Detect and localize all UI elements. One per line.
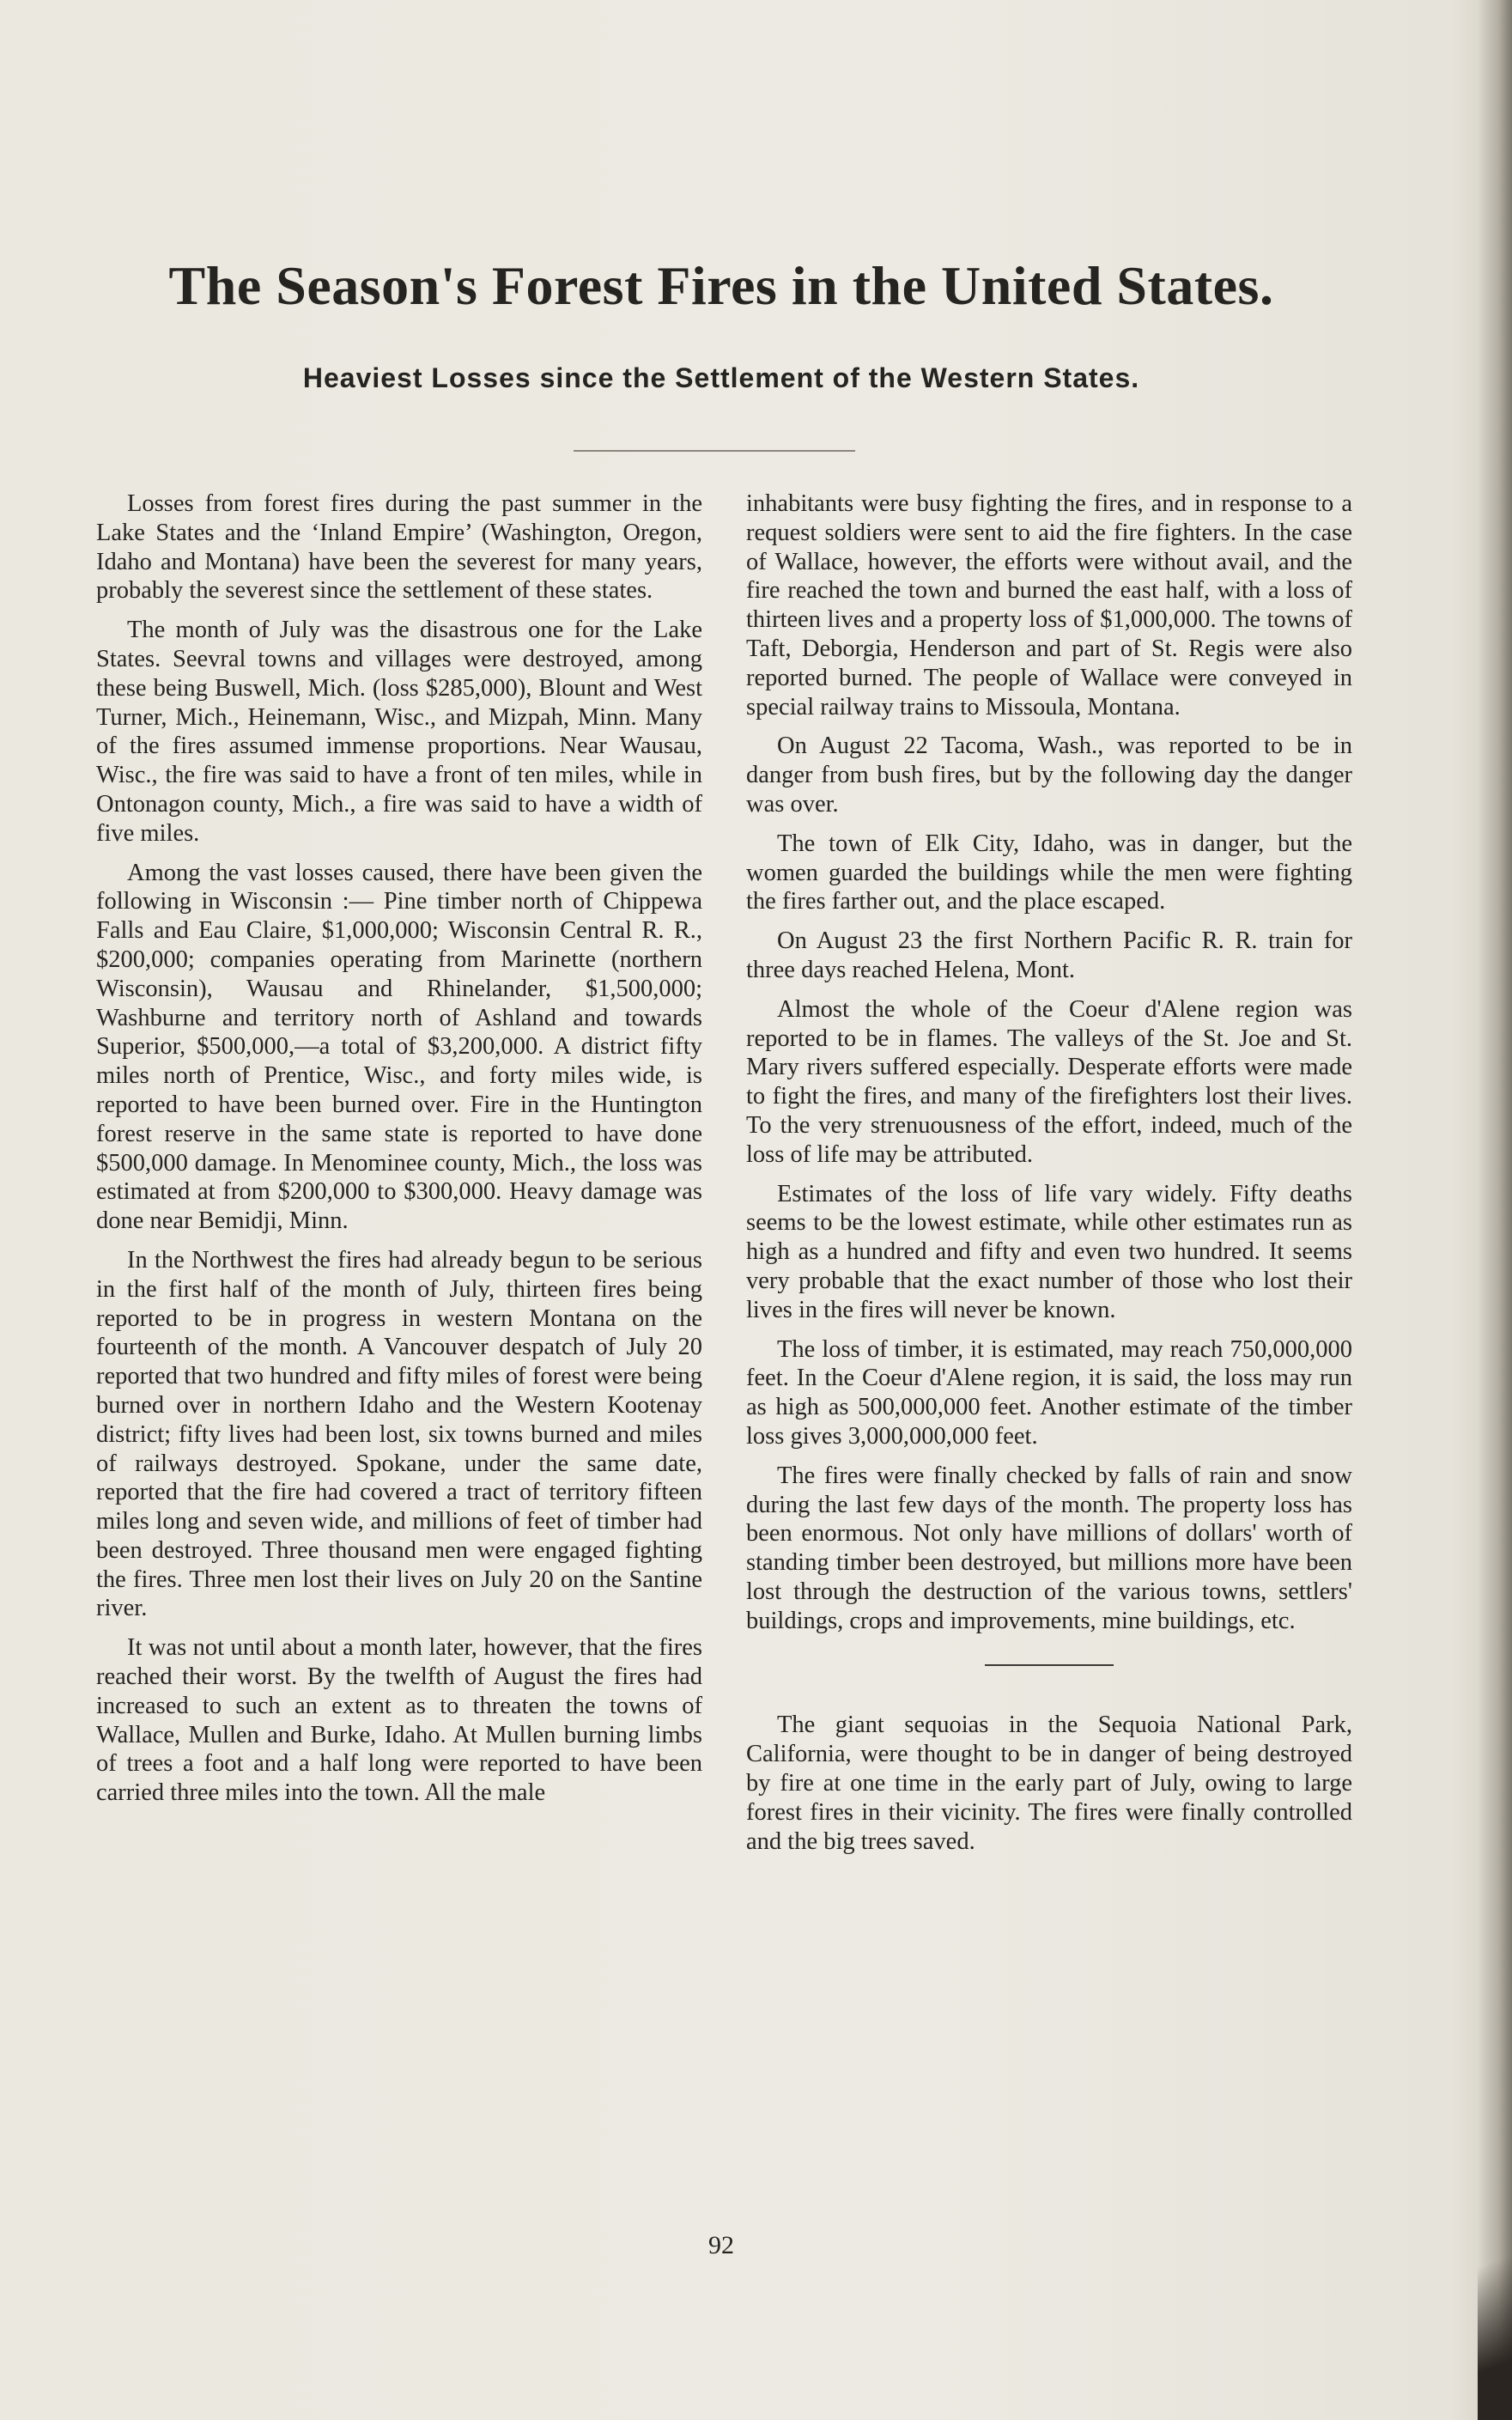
paragraph: In the Northwest the fires had already begun to be serious in the first half of the month of July, thirteen fires being reported to be in progress in western Montana on the fourteenth of the month. A Vancouver despatch of July 20 reported that two hundred and fifty miles of forest were being burned over in northern Idaho and the Western Kootenay district; fifty lives had been lost, six towns burned and miles of railways destroyed. Spokane, under the same date, reported that the fire had covered a tract of territory fifteen miles long and seven wide, and millions of feet of timber had been destroyed. Three thousand men were engaged fighting the fires. Three men lost their lives on July 20 on the Santine river. — [96, 1246, 702, 1622]
paragraph: The month of July was the disastrous one for the Lake States. Seevral towns and villages were destroyed, among these being Buswell, Mich. (loss $285,000), Blount and West Turner, Mich., Heinemann, Wisc., and Mizpah, Minn. Many of the fires assumed immense proportions. Near Wausau, Wisc., the fire was said to have a front of ten miles, while in Ontonagon county, Mich., a fire was said to have a width of five miles. — [96, 617, 702, 847]
paragraph: Losses from forest fires during the past summer in the Lake States and the ‘Inland Empire’ (Washington, Oregon, Idaho and Montana) have been the severest for many years, probably the severest since the settlement of these states. — [96, 490, 702, 605]
page-edge-shadow — [1478, 0, 1512, 2420]
title-divider — [574, 450, 855, 452]
paragraph: Among the vast losses caused, there have been given the following in Wisconsin :— Pine timber north of Chippewa Falls and Eau Claire, $1,000,000; Wisconsin Central R. R., $200,000; companies operating from Marinette (northern Wisconsin), Wausau and Rhinelander, $1,500,000; Washburne and territory north of Ashland and towards Superior, $500,000,—a total of $3,200,000. A district fifty miles north of Prentice, Wisc., and forty miles wide, is reported to have been burned over. Fire in the Huntington forest reserve in the same state is reported to have done $500,000 damage. In Menominee county, Mich., the loss was estimated at from $200,000 to $300,000. Heavy damage was done near Bemidji, Minn. — [96, 859, 702, 1235]
paragraph: The fires were finally checked by falls of rain and snow during the last few days of the month. The property loss has been enormous. Not only have millions of dollars' worth of standing timber been destroyed, but millions more have been lost through the destruction of the various towns, settlers' buildings, crops and improvements, mine buildings, etc. — [746, 1462, 1352, 1634]
sequoia-note: The giant sequoias in the Sequoia National Park, California, were thought to be in danger of being destroyed by fire at one time in the early part of July, owing to large forest fires in their vicinity. The fires were finally controlled and the big trees saved. — [746, 1712, 1352, 1855]
page-number: 92 — [708, 2231, 734, 2259]
article-subtitle: Heaviest Losses since the Settlement of the Western States. — [302, 362, 1140, 393]
paragraph: It was not until about a month later, however, that the fires reached their worst. By the twelfth of August the fires had increased to such an extent as to threaten the towns of Wallace, Mullen and Burke, Idaho. At Mullen burning limbs of trees a foot and a half long were reported to have been carried three miles into the town. All the male — [96, 1634, 702, 1807]
left-column — [96, 489, 702, 1818]
paragraph: The town of Elk City, Idaho, was in danger, but the women guarded the buildings while the men were fighting the fires farther out, and the place escaped. — [746, 830, 1352, 915]
paragraph: inhabitants were busy fighting the fires, and in response to a request soldiers were sent to aid the fire fighters. In the case of Wallace, however, the efforts were without avail, and the fire reached the town and burned the east half, with a loss of thirteen lives and a property loss of $1,000,000. The towns of Taft, Deborgia, Henderson and part of St. Regis were also reported burned. The people of Wallace were conveyed in special railway trains to Missoula, Montana. — [746, 490, 1352, 721]
paragraph: The loss of timber, it is estimated, may reach 750,000,000 feet. In the Coeur d'Alene region, it is said, the loss may run as high as 500,000,000 feet. Another estimate of the timber loss gives 3,000,000,000 feet. — [746, 1335, 1352, 1450]
article-title: The Season's Forest Fires in the United States. — [168, 255, 1274, 316]
paragraph: Almost the whole of the Coeur d'Alene region was reported to be in flames. The valleys of the St. Joe and St. Mary rivers suffered especially. Desperate efforts were made to fight the fires, and many of the firefighters lost their lives. To the very strenuousness of the effort, indeed, much of the loss of life may be attributed. — [746, 995, 1352, 1168]
right-column — [746, 489, 1352, 1866]
paragraph: On August 23 the first Northern Pacific R. R. train for three days reached Helena, Mont. — [746, 927, 1352, 983]
section-divider — [985, 1664, 1114, 1666]
paragraph: Estimates of the loss of life vary widely. Fifty deaths seems to be the lowest estimate, while other estimates run as high as a hundred and fifty and even two hundred. It seems very probable that the exact number of those who lost their lives in the fires will never be known. — [746, 1180, 1352, 1323]
paragraph: On August 22 Tacoma, Wash., was reported to be in danger from bush fires, but by the following day the danger was over. — [746, 733, 1352, 818]
page-corner-shadow — [1478, 2197, 1512, 2420]
